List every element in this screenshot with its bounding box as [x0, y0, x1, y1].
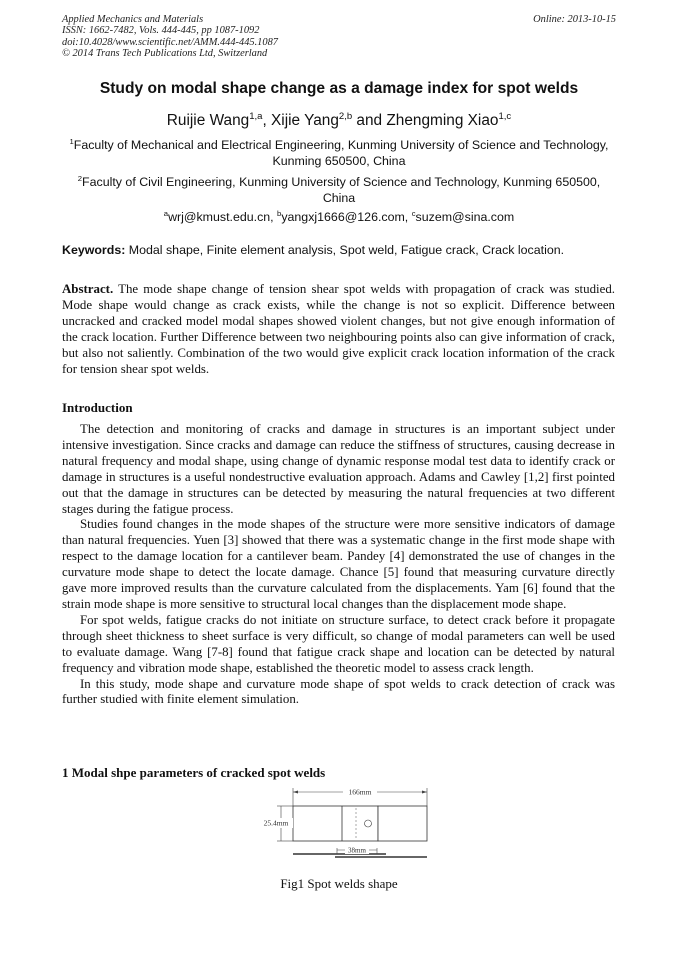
affiliation-text: Faculty of Civil Engineering, Kunming University of Science and Technology, Kunming 650500, China [82, 175, 601, 205]
intro-body [62, 422, 615, 708]
email: wrj@kmust.edu.cn, [168, 210, 278, 224]
author-name: Zhengming Xiao [386, 112, 499, 129]
email-sup: c [411, 208, 416, 218]
dim-overlap-label: 38mm [348, 846, 366, 855]
figure-caption: Fig1 Spot welds shape [280, 876, 398, 891]
email-sup: b [277, 208, 282, 218]
intro-paragraph: The detection and monitoring of cracks and damage in structures is an important subject under intensive investigation. Since cracks and damage can reduce the stiffness of structures, causing decrease in natural frequency and modal shape, using change of dynamic response modal test data to identify crack or damage in structures is a useful nondestructive evaluation approach. Adams and Cawley [1,2] first pointed out that the damage in structures can be detected by measuring the natural frequencies at two different stages during the fatigue process. [62, 422, 615, 516]
author-sup: 1,c [498, 110, 512, 122]
online-date: Online: 2013-10-15 [533, 14, 616, 25]
intro-paragraph: Studies found changes in the mode shapes of the structure were more sensitive indicators of damage than natural frequencies. Yuen [3] showed that there was a systematic change in the first mode shape with respect to the damage location for a cantilever beam. Pandey [4] demonstrated the use of changes in the curvature mode shape to detect the locate damage. Chance [5] found that measuring curvature directly gave more improved results than the curvature calculated from the displacements. Yam [6] found that the strain mode shape is more sensitive to structural local changes than the displacement mode shape. [62, 517, 615, 611]
copyright: © 2014 Trans Tech Publications Ltd, Switzerland [62, 48, 268, 60]
affiliation-1 [60, 138, 618, 169]
keywords-text: Modal shape, Finite element analysis, Spot weld, Fatigue crack, Crack location. [125, 243, 565, 257]
author-list [0, 112, 678, 130]
issn: ISSN: 1662-7482, Vols. 444-445, pp 1087-1092 [62, 25, 260, 37]
weld-nugget [365, 820, 372, 827]
email-sup: a [163, 208, 169, 218]
author-sup: 2,b [338, 110, 353, 122]
lower-plate [378, 806, 427, 841]
abstract [62, 282, 615, 377]
dim-width-label: 25.4mm [263, 818, 289, 828]
affiliation-sup: 2 [77, 173, 83, 183]
intro-heading: Introduction [62, 400, 133, 415]
email: suzem@sina.com [415, 210, 515, 224]
author-name: Xijie Yang [271, 112, 339, 129]
arrow-head [422, 791, 427, 794]
journal-header [62, 14, 616, 60]
abstract-text: The mode shape change of tension shear spot welds with propagation of crack was studied. Mode shape would change as crack exists, while the change is not so explicit. Difference between uncracked and cracked model modal shapes showed violent changes, but not give enough information of the crack location. Further Difference between two neighbouring points also can give information of crack, but also not saliently. Combination of the two would give explicit crack location information of the crack for tension shear spot welds. [62, 282, 615, 376]
intro-paragraph: For spot welds, fatigue cracks do not initiate on structure surface, to detect crack before it propagate through sheet thickness to sheet surface is very difficult, so change of modal parameters can well be used to evaluate damage. Wang [7-8] found that fatigue crack shape and location can be detected by natural frequency and vibration mode shape, established the theoretic model to assess crack length. [62, 612, 615, 675]
paper-title: Study on modal shape change as a damage index for spot welds [99, 80, 579, 97]
journal-name: Applied Mechanics and Materials [62, 14, 204, 25]
affiliation-text: Faculty of Mechanical and Electrical Engineering, Kunming University of Science and Technology, Kunming 650500, China [73, 138, 609, 168]
author-separator: , [262, 112, 272, 129]
spot-weld-figure [255, 784, 435, 866]
intro-paragraph: In this study, mode shape and curvature mode shape of spot welds to crack detection of crack was further studied with finite element simulation. [62, 676, 615, 707]
author-separator: and [352, 112, 387, 129]
keywords-label: Keywords: [62, 243, 126, 257]
arrow-head [293, 791, 298, 794]
author-sup: 1,a [249, 110, 263, 122]
email-list [60, 210, 618, 226]
abstract-label: Abstract. [62, 282, 114, 296]
doi: doi:10.4028/www.scientific.net/AMM.444-445.1087 [62, 36, 278, 48]
affiliation-2 [60, 175, 618, 206]
affiliation-sup: 1 [69, 136, 74, 146]
section-1-heading: 1 Modal shpe parameters of cracked spot welds [62, 765, 326, 780]
dim-length-label: 166mm [348, 787, 372, 797]
author-name: Ruijie Wang [166, 112, 250, 129]
email: yangxj1666@126.com, [281, 210, 412, 224]
keywords [62, 243, 622, 257]
